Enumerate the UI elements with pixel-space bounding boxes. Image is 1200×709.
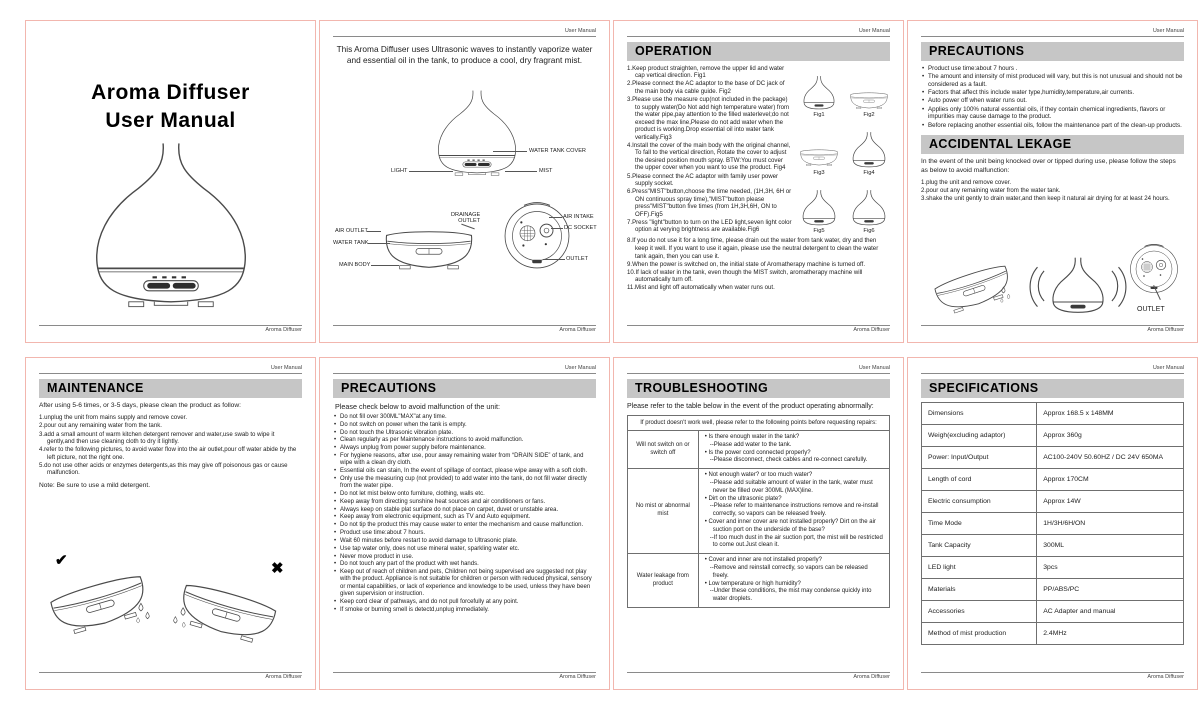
leader-line <box>368 243 390 244</box>
page-header: User Manual <box>921 29 1184 37</box>
troubleshooting-line: • Is the power cord connected properly? <box>704 449 811 456</box>
operation-step: 8.If you do not use it for a long time, please drain out the water from tank water, dry and then keep it well. If you want to use it again, please use the neutral detergent to clean the water tank again, then you can use it. <box>627 237 879 260</box>
operation-steps-list <box>627 65 792 235</box>
spec-value-cell: AC Adapter and manual <box>1037 600 1184 622</box>
operation-step: 3.Please use the measure cup(not included in the package) to supply water(Do Not add high temperature water) from the water pipe,pay attention to the filled waterlevel;do not exceed the max line,Please do not add water when the product is working.Drop essential oil into water tank vertically.Fig3 <box>627 96 790 141</box>
operation-figures <box>792 65 890 235</box>
precaution-item: • Keep out of reach of children and pets, Children not being supervised are suggested not play with the product. Appliance is not suitable for children or person with reduced physical, sensory or mental capabilities, or lack of experience and knowledge to be used, unless they have been given supervision or instruction. <box>333 569 596 598</box>
leakage-step: 1.plug the unit and remove cover. <box>921 179 1012 187</box>
precautions-heading: PRECAUTIONS <box>921 42 1184 61</box>
page-footer: Aroma Diffuser <box>627 672 890 680</box>
precaution-item: • Auto power off when water runs out. <box>921 97 1184 105</box>
spec-label-cell: Tank Capacity <box>922 534 1037 556</box>
precaution-item: • Product use time:about 7 hours . <box>921 65 1184 73</box>
diffuser-illustration <box>78 139 264 315</box>
spec-value-cell: 1H/3H/6H/ON <box>1037 512 1184 534</box>
accidental-lekage-steps <box>921 179 1184 203</box>
precaution-item: • Keep cord clear of pathways, and do not pull forcefully at any point. <box>333 599 596 606</box>
spec-row <box>922 534 1184 556</box>
troubleshooting-line: --Under these conditions, the mist may condense quickly into water droplets. <box>704 588 874 603</box>
leader-line <box>409 171 453 172</box>
page-footer: Aroma Diffuser <box>627 325 890 333</box>
manual-page-precautions-list <box>319 357 610 690</box>
spec-label-cell: Accessories <box>922 600 1037 622</box>
spec-label-cell: Method of mist production <box>922 622 1037 644</box>
figure-fig4 <box>848 130 890 176</box>
leader-line <box>367 231 381 232</box>
maintenance-steps <box>39 414 302 476</box>
check-icon: ✔ <box>55 552 68 569</box>
manual-title <box>26 79 315 136</box>
precaution-item: • Keep away from directing sunshine heat sources and air conditioners or fans. <box>333 499 596 506</box>
side-view-diagram <box>333 82 598 202</box>
maintenance-illustrations <box>39 539 304 659</box>
maintenance-step: 4.refer to the following pictures, to avoid water flow into the air outlet,pour off water abide by the left picture, not the right one. <box>39 446 297 461</box>
figure-caption: Fig3 <box>813 170 825 177</box>
precaution-item: • Wait 60 minutes before restart to avoid damage to Ultrasonic plate. <box>333 538 596 545</box>
leader-line <box>549 217 562 218</box>
precaution-item: • Before replacing another essential oils, follow the maintenance part of the clean-up products. <box>921 122 1184 130</box>
page-footer: Aroma Diffuser <box>921 325 1184 333</box>
manual-page-operation <box>613 20 904 343</box>
manual-title-line1: Aroma Diffuser <box>91 81 250 104</box>
figure-caption: Fig6 <box>863 228 875 235</box>
troubleshooting-line: • Low temperature or high humidity? <box>704 580 801 587</box>
table-row <box>628 554 890 608</box>
operation-step: 1.Keep product straighten, remove the upper lid and water cap vertical direction. Fig1 <box>627 64 785 80</box>
fig3-illustration <box>798 145 840 169</box>
spec-value-cell: 3pcs <box>1037 556 1184 578</box>
troubleshooting-line: • Not enough water? or too much water? <box>704 472 813 479</box>
troubleshooting-intro: Please refer to the table below in the event of the product operating abnormally: <box>627 402 874 410</box>
figure-fig2 <box>848 89 890 118</box>
label-air-intake: AIR INTAKE <box>563 214 594 220</box>
precaution-item: • Do not fill over 300ML"MAX"at any time. <box>333 414 596 421</box>
spec-row <box>922 490 1184 512</box>
table-row <box>628 469 890 554</box>
manual-page-maintenance <box>25 357 316 690</box>
leakage-step: 3.shake the unit gently to drain water,and then keep it natural air drying for at least 24 hours. <box>921 195 1170 203</box>
operation-step: 2.Please connect the AC adaptor to the base of DC jack of the main body via cable guide. Fig2 <box>627 80 785 96</box>
base-side-diagram <box>333 200 493 310</box>
operation-step: 9.When the power is switched on, the initial state of Aromatherapy machine is turned off. <box>627 260 866 268</box>
troubleshooting-line: --Please disconnect, check cables and re-connect carefully. <box>704 457 868 464</box>
table-header-row <box>628 415 890 430</box>
troubleshooting-line: • Cover and inner are not installed properly? <box>704 557 822 564</box>
spec-row <box>922 468 1184 490</box>
accidental-lekage-intro: In the event of the unit being knocked over or tipped during use, please follow the steps as below to avoid malfunction: <box>921 158 1176 174</box>
precaution-item: • Product use time:about 7 hours. <box>333 530 596 537</box>
spec-label-cell: Dimensions <box>922 402 1037 424</box>
figure-fig6 <box>848 188 890 234</box>
bottom-view-diagram <box>493 198 598 313</box>
troubleshooting-heading: TROUBLESHOOTING <box>627 379 890 398</box>
precaution-item: • Do not let mist below onto furniture, clothing, walls etc. <box>333 491 596 498</box>
page-footer: Aroma Diffuser <box>333 325 596 333</box>
precaution-item: • For hygiene reasons, after use, pour away remaining water from “DRAIN SIDE” of tank, and wipe with a clean dry cloth. <box>333 453 596 468</box>
label-water-tank-cover: WATER TANK COVER <box>529 148 586 154</box>
fig6-illustration <box>851 188 887 227</box>
label-main-body: MAIN BODY <box>339 262 371 268</box>
spec-label-cell: Power: Input/Output <box>922 446 1037 468</box>
label-water-tank: WATER TANK <box>333 240 369 246</box>
troubleshooting-line: --Please add suitable amount of water in the tank, water must never be filled over 300ML (MAX)line. <box>704 480 875 494</box>
figure-fig3 <box>798 145 840 176</box>
label-dc-socket: DC SOCKET <box>564 225 597 231</box>
spec-label-cell: Electric consumption <box>922 490 1037 512</box>
label-mist: MIST <box>539 168 553 174</box>
manual-page-overview <box>319 20 610 343</box>
precaution-item: • Do not tip the product this may cause water to enter the mechanism and cause malfunction. <box>333 522 596 529</box>
page-header: User Manual <box>39 366 302 374</box>
troubleshooting-line: • Dirt on the ultrasonic plate? <box>704 495 782 502</box>
troubleshooting-line: • Cover and inner cover are not installed properly? Dirt on the air suction port on the underside of the base? <box>704 519 878 533</box>
spec-value-cell: 300ML <box>1037 534 1184 556</box>
fig5-illustration <box>801 188 837 227</box>
specifications-table <box>921 402 1184 645</box>
precaution-item: • Do not touch any part of the product with wet hands. <box>333 561 596 568</box>
manual-page-precautions-leakage <box>907 20 1198 343</box>
figure-caption: Fig5 <box>813 228 825 235</box>
precaution-item: • Keep away from electronic equipment, such as TV and Auto equipment. <box>333 514 596 521</box>
problem-cell: Will not switch on or switch off <box>628 431 699 469</box>
maintenance-step: 5.do not use other acids or enzymes detergents,as this may give off poisonous gas or cause malfunction. <box>39 461 288 477</box>
fig2-illustration <box>848 89 890 111</box>
accidental-lekage-heading: ACCIDENTAL LEKAGE <box>921 135 1184 154</box>
spec-label-cell: Time Mode <box>922 512 1037 534</box>
manual-page-specifications <box>907 357 1198 690</box>
precaution-item: • Never move product in use. <box>333 554 596 561</box>
operation-step: 7.Press "light"button to turn on the LED light,seven light color option at verying brightness are available.Fig6 <box>627 218 792 234</box>
manual-page-title <box>25 20 316 343</box>
spec-value-cell: Approx 360g <box>1037 424 1184 446</box>
precaution-item: • Always unplug from power supply before maintenance. <box>333 445 596 452</box>
maintenance-heading: MAINTENANCE <box>39 379 302 398</box>
spec-row <box>922 446 1184 468</box>
figure-caption: Fig1 <box>813 112 825 119</box>
spec-value-cell: Approx 168.5 x 148MM <box>1037 402 1184 424</box>
precaution-item: • Essential oils can stain, In the event of spillage of contact, please wipe away with a soft cloth. <box>333 468 596 475</box>
figure-caption: Fig4 <box>863 170 875 177</box>
figure-caption: Fig2 <box>863 112 875 119</box>
troubleshooting-line: • Is there enough water in the tank? <box>704 434 800 441</box>
leader-line <box>543 259 565 260</box>
precaution-item: • Do not switch on power when the tank is empty. <box>333 422 596 429</box>
maintenance-step: 1.unplug the unit from mains supply and remove cover. <box>39 414 188 422</box>
precaution-item: • Factors that affect this include water type,humidity,temperature,air currents. <box>921 89 1184 97</box>
spec-label-cell: Length of cord <box>922 468 1037 490</box>
operation-step: 10.If lack of water in the tank, even though the MIST switch, aromatherapy machine will automatically turn off. <box>627 268 863 284</box>
label-outlet: OUTLET <box>566 256 589 262</box>
label-light: LIGHT <box>391 168 408 174</box>
operation-step: 6.Press"MIST"button,choose the time needed, (1H,3H, 6H or ON continuous spray time),"MIST"button please press"MIST"button five times (from 1H,3H,6H, ON to OFF).Fig5 <box>627 188 792 218</box>
page-footer: Aroma Diffuser <box>39 672 302 680</box>
precaution-item: • Use tap water only, does not use mineral water, sparkling water etc. <box>333 546 596 553</box>
manual-title-line2: User Manual <box>105 109 236 133</box>
spec-value-cell: Approx 14W <box>1037 490 1184 512</box>
leader-line <box>371 265 399 266</box>
troubleshooting-line: --If too much dust in the air suction port, the mist will be restricted to come out.Just clean it. <box>704 534 885 549</box>
wrong-pour-illustration <box>167 571 283 649</box>
precautions-heading: PRECAUTIONS <box>333 379 596 398</box>
label-outlet: OUTLET <box>1137 306 1165 313</box>
precautions-list <box>333 414 596 614</box>
spec-value-cell: PP/ABS/PC <box>1037 578 1184 600</box>
troubleshooting-line: --Remove and reinstall correctly, so vapors can be released freely. <box>704 565 870 579</box>
problem-cell: Water leakage from product <box>628 554 699 608</box>
operation-heading: OPERATION <box>627 42 890 61</box>
page-footer: Aroma Diffuser <box>39 325 302 333</box>
page-footer: Aroma Diffuser <box>921 672 1184 680</box>
leader-line <box>551 228 563 229</box>
table-row <box>628 431 890 469</box>
points-cell <box>698 554 889 608</box>
spec-row <box>922 402 1184 424</box>
precaution-item: • Applies only 100% natural essential oils, if they contain chemical ingredients, flavors or impurities may cause damage to the product. <box>921 106 1184 122</box>
fig4-illustration <box>851 130 887 169</box>
cross-icon: ✖ <box>271 560 284 577</box>
troubleshooting-table <box>627 415 890 608</box>
spec-row <box>922 556 1184 578</box>
spec-row <box>922 578 1184 600</box>
leakage-step: 2.pour out any remaining water from the water tank. <box>921 187 1061 195</box>
page-header: User Manual <box>627 366 890 374</box>
precautions-intro: Please check below to avoid malfunction of the unit: <box>335 401 501 411</box>
operation-steps-continued <box>627 237 890 291</box>
maintenance-intro: After using 5-6 times, or 3-5 days, please clean the product as follow: <box>39 401 241 409</box>
spec-label-cell: Materials <box>922 578 1037 600</box>
operation-step: 4.Install the cover of the main body with the original channel, To fall to the vertical direction, Rotate the cover to adjust the desired position mouth spray. BTW:You must cover the upper cover when you want to use the product. Fig4 <box>627 141 791 172</box>
fig1-illustration <box>802 74 836 111</box>
maintenance-step: 3.add a small amount of warm kitchen detergent remover and water,use swab to wipe it gently,and then use cleaning cloth to dry it lightly. <box>39 430 275 446</box>
precaution-item: • If smoke or burning smell is detectd,unplug immediately. <box>333 607 596 614</box>
leakage-illustrations <box>921 242 1186 332</box>
figure-fig5 <box>798 188 840 234</box>
maintenance-step: 2.pour out any remaining water from the tank. <box>39 422 162 430</box>
precaution-item: • Only use the measuring cup (not provided) to add water into the tank, do not fill water directly from the water pipe. <box>333 476 596 491</box>
correct-pour-illustration <box>41 563 157 641</box>
operation-step: 11.Mist and light off automatically when water runs out. <box>627 284 775 292</box>
tipped-unit-illustration <box>927 256 1019 318</box>
operation-step: 5.Please connect the AC adaptor with family user power supply socket. <box>627 172 779 188</box>
precautions-list <box>921 65 1184 130</box>
maintenance-note: Note: Be sure to use a mild detergent. <box>39 481 151 489</box>
points-cell <box>698 431 889 469</box>
leader-line <box>493 151 527 152</box>
spec-row <box>922 512 1184 534</box>
page-footer: Aroma Diffuser <box>333 672 596 680</box>
spec-row <box>922 424 1184 446</box>
shake-unit-illustration <box>1029 250 1127 320</box>
page-header: User Manual <box>921 366 1184 374</box>
page-header: User Manual <box>627 29 890 37</box>
precaution-item: • Clean regularly as per Maintenance instructions to avoid malfunction. <box>333 437 596 444</box>
spec-value-cell: Approx 170CM <box>1037 468 1184 490</box>
precaution-item: • Always keep on stable plat surface do not place on carpet, duvet or unstable area. <box>333 507 596 514</box>
precaution-item: • The amount and intensity of mist produced will vary, but this is not unusual and should not be considered as a fault. <box>921 73 1184 89</box>
points-cell <box>698 469 889 554</box>
label-air-outlet: AIR OUTLET <box>335 228 368 234</box>
figure-fig1 <box>798 74 840 118</box>
diffuser-side-view-illustration <box>429 88 525 180</box>
spec-row <box>922 600 1184 622</box>
manual-page-troubleshooting <box>613 357 904 690</box>
spec-value-cell: AC100-240V 50.60HZ / DC 24V 650MA <box>1037 446 1184 468</box>
spec-label-cell: Weigh(excluding adaptor) <box>922 424 1037 446</box>
spec-value-cell: 2.4MHz <box>1037 622 1184 644</box>
leader-line <box>505 171 537 172</box>
problem-cell: No mist or abnormal mist <box>628 469 699 554</box>
troubleshooting-line: --Please add water to the tank. <box>704 441 792 448</box>
page-header: User Manual <box>333 29 596 37</box>
spec-row <box>922 622 1184 644</box>
specifications-heading: SPECIFICATIONS <box>921 379 1184 398</box>
label-drainage-outlet: DRAINAGE OUTLET <box>451 212 481 225</box>
page-header: User Manual <box>333 366 596 374</box>
table-header-cell: If product doesn't work well, please refer to the following points before requesting repairs: <box>628 415 890 430</box>
spec-label-cell: LED light <box>922 556 1037 578</box>
precaution-item: • Do not touch the Ultrasonic vibration plate. <box>333 430 596 437</box>
overview-intro: This Aroma Diffuser uses Ultrasonic waves to instantly vaporize water and essential oil in the tank, to produce a cool, dry fragrant mist. <box>336 44 593 65</box>
troubleshooting-line: --Please refer to maintenance instructions remove and re-install correctly, so vapors can be released freely. <box>704 503 881 518</box>
